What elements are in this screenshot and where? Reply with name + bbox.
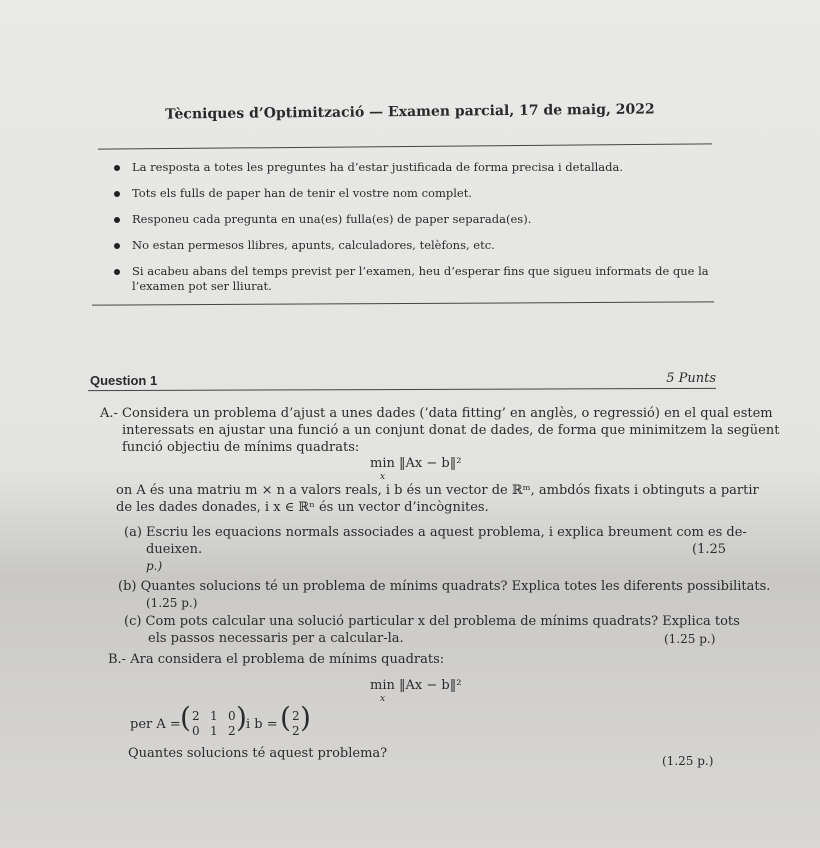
partA-desc-line-1: on A és una matriu m × n a valors reals, i b és un vector de ℝᵐ, ambdós fixats i obtinguts a partir: [116, 483, 759, 498]
vector-cell: 2: [292, 709, 300, 723]
right-paren-icon: ): [236, 701, 247, 734]
subq-a-line-1: (a) Escriu les equacions normals associades a aquest problema, i explica breument com es de-: [124, 525, 747, 540]
subq-c-points: (1.25 p.): [664, 632, 716, 646]
partB-intro: B.- Ara considera el problema de mínims quadrats:: [108, 652, 445, 667]
matrix-cell: 0: [192, 724, 200, 738]
instruction-item: La resposta a totes les preguntes ha d’estar justificada de forma precisa i detallada.: [112, 160, 722, 175]
instruction-item: Responeu cada pregunta en una(es) fulla(es) de paper separada(es).: [112, 212, 722, 227]
left-paren-icon: (: [280, 701, 291, 734]
question-rule: [88, 388, 716, 391]
partA-intro-line-2: interessats en ajustar una funció a un conjunt donat de dades, de forma que minimitzem la següent: [122, 423, 780, 438]
subq-a-points: (1.25: [692, 542, 727, 557]
header-rule-top: [98, 143, 712, 149]
instruction-item: Si acabeu abans del temps previst per l’examen, heu d’esperar fins que sigueu informats de que la l’examen pot ser lliurat.: [112, 264, 722, 294]
subq-c-line-2: els passos necessaris per a calcular-la.: [148, 631, 404, 646]
partB-formula: min ‖Ax − b‖²: [370, 678, 462, 693]
bullet-icon: [114, 191, 120, 197]
partA-formula: min ‖Ax − b‖²: [370, 456, 462, 471]
matrix-cell: 2: [192, 709, 200, 723]
partA-intro-line-3: funció objectiu de mínims quadrats:: [122, 440, 360, 455]
instructions-list: [112, 160, 722, 305]
subq-a-line-2: dueixen.: [146, 542, 203, 557]
matrix-cell: 2: [228, 724, 236, 738]
instruction-item: No estan permesos llibres, apunts, calculadores, telèfons, etc.: [112, 238, 722, 253]
matrix-cell: 1: [210, 724, 218, 738]
right-paren-icon: ): [300, 701, 311, 734]
bullet-icon: [114, 243, 120, 249]
partA-formula-sub: x: [380, 472, 386, 482]
subq-c-line-1: (c) Com pots calcular una solució particular x del problema de mínims quadrats? Explica tots: [124, 614, 740, 629]
subq-b-points: (1.25 p.): [146, 596, 198, 610]
bullet-icon: [114, 269, 120, 275]
partB-points: (1.25 p.): [662, 754, 714, 768]
bullet-icon: [114, 217, 120, 223]
left-paren-icon: (: [180, 701, 191, 734]
subq-b-line-1: (b) Quantes solucions té un problema de mínims quadrats? Explica totes les diferents possibilitats.: [118, 579, 771, 594]
partA-desc-line-2: de les dades donades, i x ∈ ℝⁿ és un vector d’incògnites.: [116, 500, 489, 515]
partA-intro-line-1: A.- Considera un problema d’ajust a unes dades (’data fitting’ en anglès, o regressió) en el qual estem: [100, 406, 773, 421]
partB-per-label: per A =: [130, 717, 181, 732]
bullet-icon: [114, 165, 120, 171]
vector-b: [280, 701, 311, 741]
matrix-cell: 1: [210, 709, 218, 723]
partB-and-b: i b =: [246, 717, 278, 732]
subq-a-points-cont: p.): [146, 559, 163, 573]
instruction-item: Tots els fulls de paper han de tenir el vostre nom complet.: [112, 186, 722, 201]
matrix-A: [180, 701, 247, 741]
question-label: Question 1: [90, 373, 158, 388]
exam-title: Tècniques d’Optimització — Examen parcial, 17 de maig, 2022: [165, 101, 655, 123]
partB-question: Quantes solucions té aquest problema?: [128, 746, 388, 761]
vector-cell: 2: [292, 724, 300, 738]
matrix-cell: 0: [228, 709, 236, 723]
question-points: 5 Punts: [666, 371, 716, 386]
partB-formula-sub: x: [380, 694, 386, 704]
